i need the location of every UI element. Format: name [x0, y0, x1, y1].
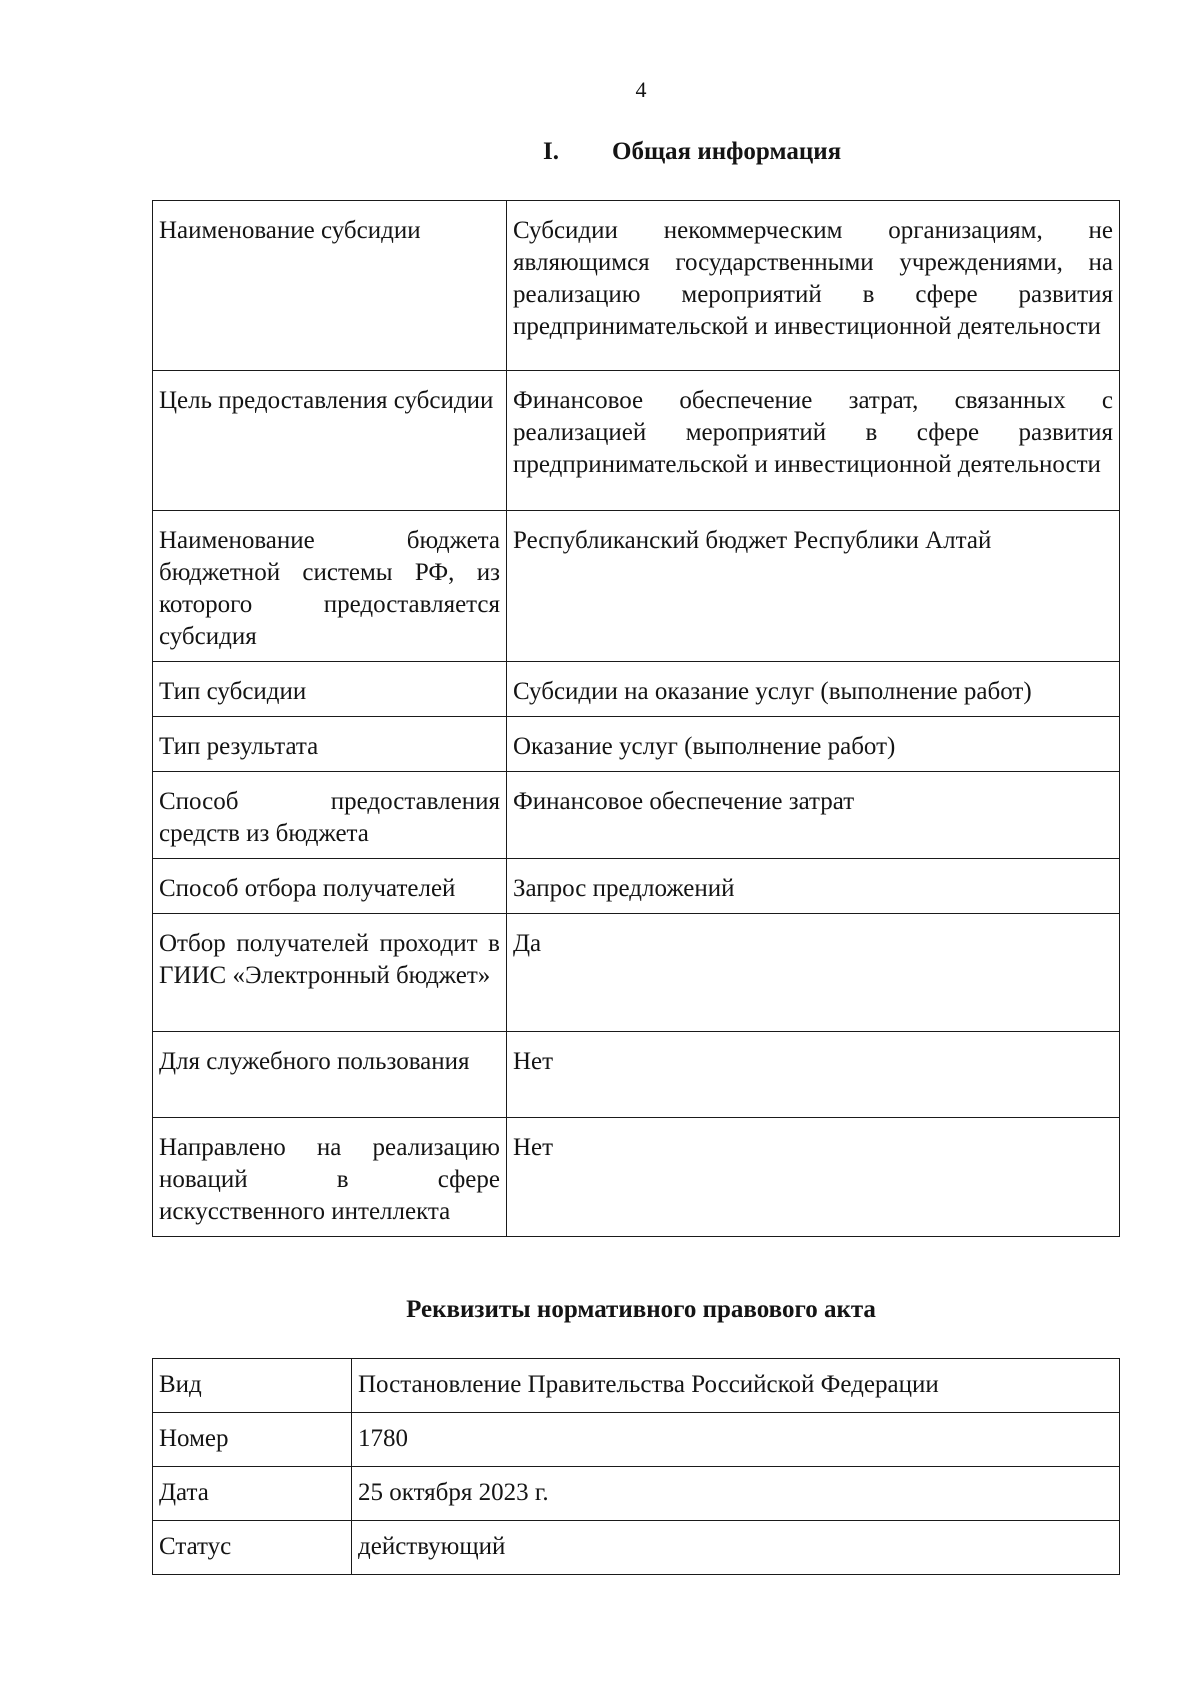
row-label: Наименование субсидии [153, 201, 507, 371]
table-row [153, 914, 1120, 1032]
row-value: 25 октября 2023 г. [352, 1467, 1120, 1521]
table-row [153, 717, 1120, 772]
table-row [153, 859, 1120, 914]
table-row [153, 1467, 1120, 1521]
row-label: Направлено на реализацию новаций в сфере искусственного интеллекта [153, 1118, 507, 1237]
general-info-table [152, 200, 1120, 1237]
requisites-title: Реквизиты нормативного правового акта [406, 1296, 876, 1323]
row-value: Республиканский бюджет Республики Алтай [507, 511, 1120, 662]
row-label: Способ отбора получателей [153, 859, 507, 914]
row-value: Нет [507, 1032, 1120, 1118]
table-row [153, 371, 1120, 511]
row-label: Отбор получателей проходит в ГИИС «Электронный бюджет» [153, 914, 507, 1032]
table-row [153, 1521, 1120, 1575]
row-value: Субсидии некоммерческим организациям, не являющимся государственными учреждениями, на реализацию мероприятий в сфере развития предпринимательской и инвестиционной деятельности [507, 201, 1120, 371]
row-value: Финансовое обеспечение затрат, связанных с реализацией мероприятий в сфере развития предпринимательской и инвестиционной деятельности [507, 371, 1120, 511]
table-row [153, 1413, 1120, 1467]
row-label: Для служебного пользования [153, 1032, 507, 1118]
row-value: Финансовое обеспечение затрат [507, 772, 1120, 859]
section-title [543, 138, 841, 166]
row-value: Субсидии на оказание услуг (выполнение работ) [507, 662, 1120, 717]
section-title-text: Общая информация [612, 138, 842, 165]
row-label: Статус [153, 1521, 352, 1575]
row-label: Тип результата [153, 717, 507, 772]
row-value: Оказание услуг (выполнение работ) [507, 717, 1120, 772]
row-label: Вид [153, 1359, 352, 1413]
row-label: Наименование бюджета бюджетной системы РФ, из которого предоставляется субсидия [153, 511, 507, 662]
row-value: действующий [352, 1521, 1120, 1575]
page-number: 4 [635, 77, 647, 102]
table-row [153, 662, 1120, 717]
table-row [153, 201, 1120, 371]
section-number: I. [543, 138, 559, 165]
row-label: Способ предоставления средств из бюджета [153, 772, 507, 859]
row-label: Номер [153, 1413, 352, 1467]
table-row [153, 1118, 1120, 1237]
row-value: 1780 [352, 1413, 1120, 1467]
table-row [153, 1359, 1120, 1413]
row-label: Цель предоставления субсидии [153, 371, 507, 511]
row-label: Дата [153, 1467, 352, 1521]
row-value: Да [507, 914, 1120, 1032]
table-row [153, 1032, 1120, 1118]
row-value: Постановление Правительства Российской Федерации [352, 1359, 1120, 1413]
table-row [153, 511, 1120, 662]
requisites-table [152, 1358, 1120, 1575]
row-value: Запрос предложений [507, 859, 1120, 914]
row-value: Нет [507, 1118, 1120, 1237]
table-row [153, 772, 1120, 859]
row-label: Тип субсидии [153, 662, 507, 717]
